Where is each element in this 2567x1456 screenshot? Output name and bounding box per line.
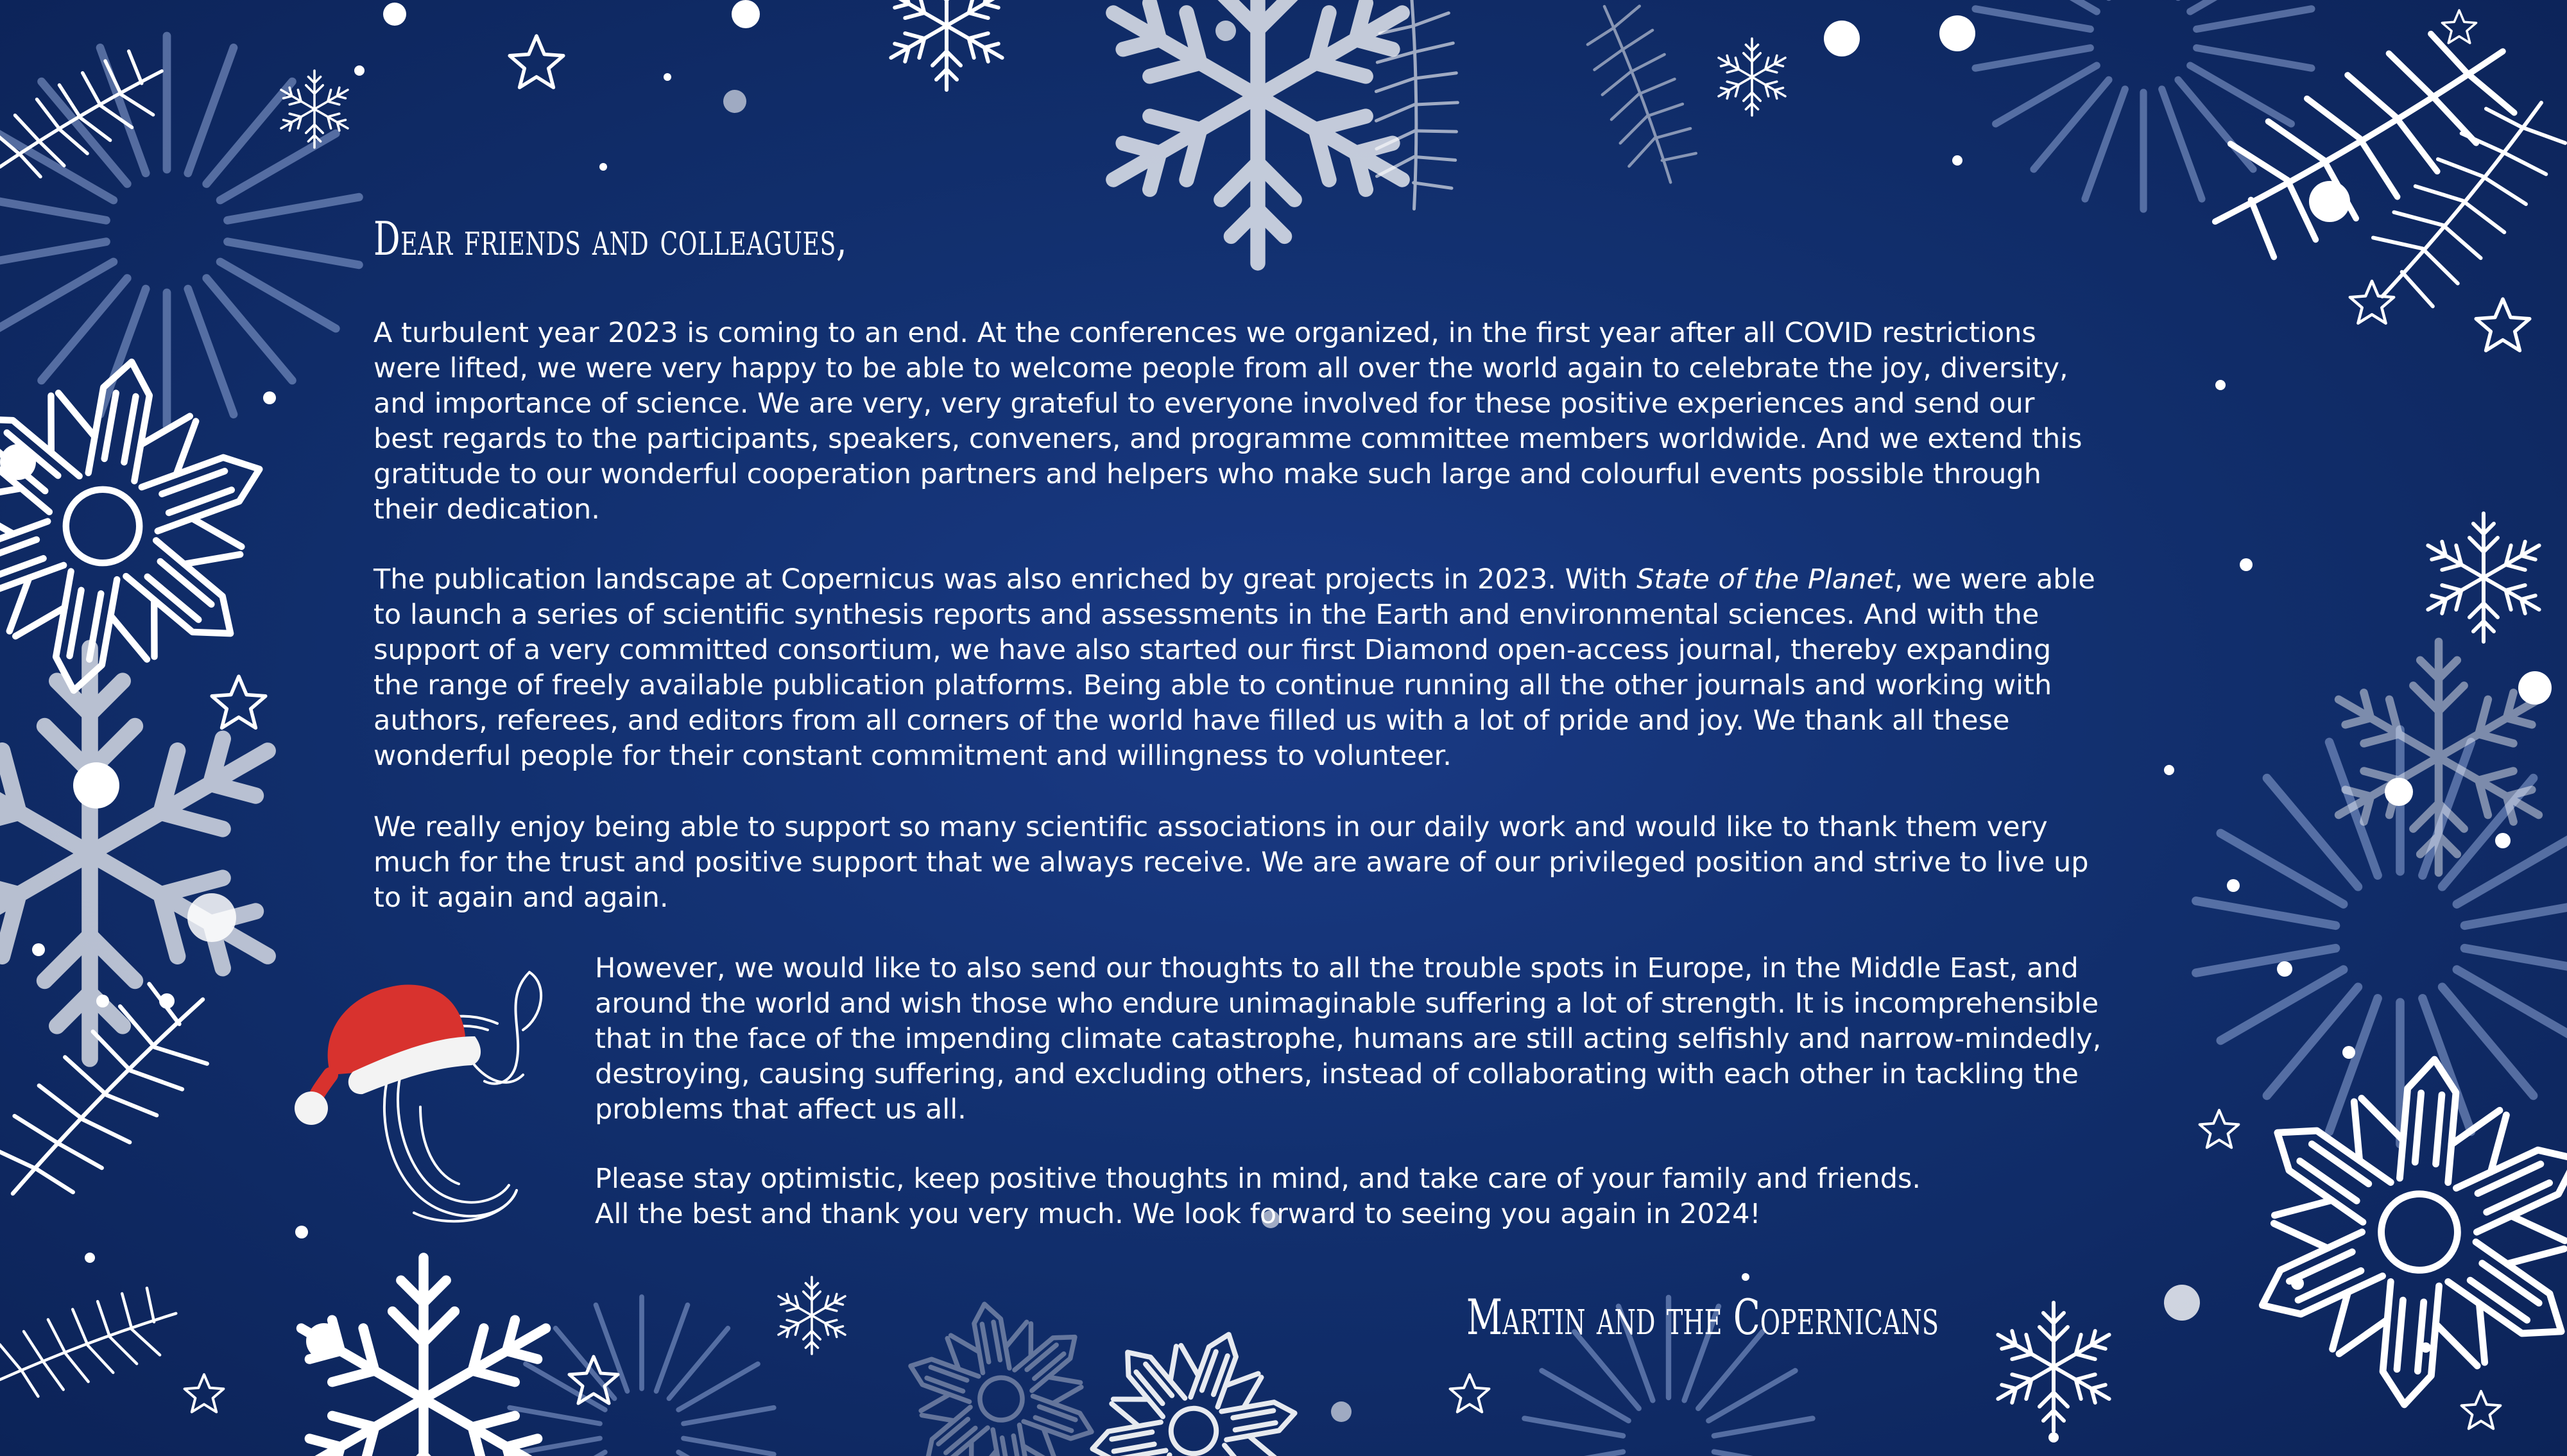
paragraph-conferences: A turbulent year 2023 is coming to an end. At the conferences we organized, in the first year after all COVID restrictions were lifted, we were very happy to be able to welcome people from all over the world again to celebrate the joy, diversity, and importance of science. We are very, very grateful to everyone involved for these positive experiences and send our best regards to the participants, speakers, conveners, and programme committee members worldwide. And we extend this gratitude to our wonderful cooperation partners and helpers who make such large and colourful events possible through their dedication.	[373, 317, 2082, 526]
signature: Martin and the Copernicans	[1466, 1289, 1939, 1346]
santa-hat-icon	[295, 985, 481, 1125]
copernicus-santa-hat-logo-icon	[292, 959, 574, 1229]
paragraph-publications: The publication landscape at Copernicus was also enriched by great projects in 2023. With State of the Planet, we were able to launch a series of scientific synthesis reports and assessments in the Earth and environmental sciences. And with the support of a very committed consortium, we have also started our first Diamond open-access journal, thereby expanding the range of freely available publication platforms. Being able to continue running all the other journals and working with authors, referees, and editors from all corners of the world have filled us with a lot of pride and joy. We thank all these wonderful people for their constant commitment and willingness to volunteer.	[373, 563, 2095, 772]
paragraph-associations: We really enjoy being able to support so many scientific associations in our daily work and would like to thank them very much for the trust and positive support that we always receive. We are aware of our privileged position and strive to live up to it again and again.	[373, 811, 2089, 914]
paragraph-thoughts: However, we would like to also send our thoughts to all the trouble spots in Europe, in the Middle East, and around the world and wish those who endure unimaginable suffering a lot of strength. It is incomprehensible that in the face of the impending climate catastrophe, humans are still acting selfishly and narrow-mindedly, destroying, causing suffering, and excluding others, instead of collaborating with each other in tackling the problems that affect us all.	[595, 952, 2102, 1126]
journal-name: State of the Planet	[1636, 563, 1894, 595]
paragraph-closing: Please stay optimistic, keep positive thoughts in mind, and take care of your family and friends. All the best and thank you very much. We look forward to seeing you again in 2024!	[595, 1163, 1921, 1230]
letter-greeting: Dear friends and colleagues,	[373, 212, 848, 266]
